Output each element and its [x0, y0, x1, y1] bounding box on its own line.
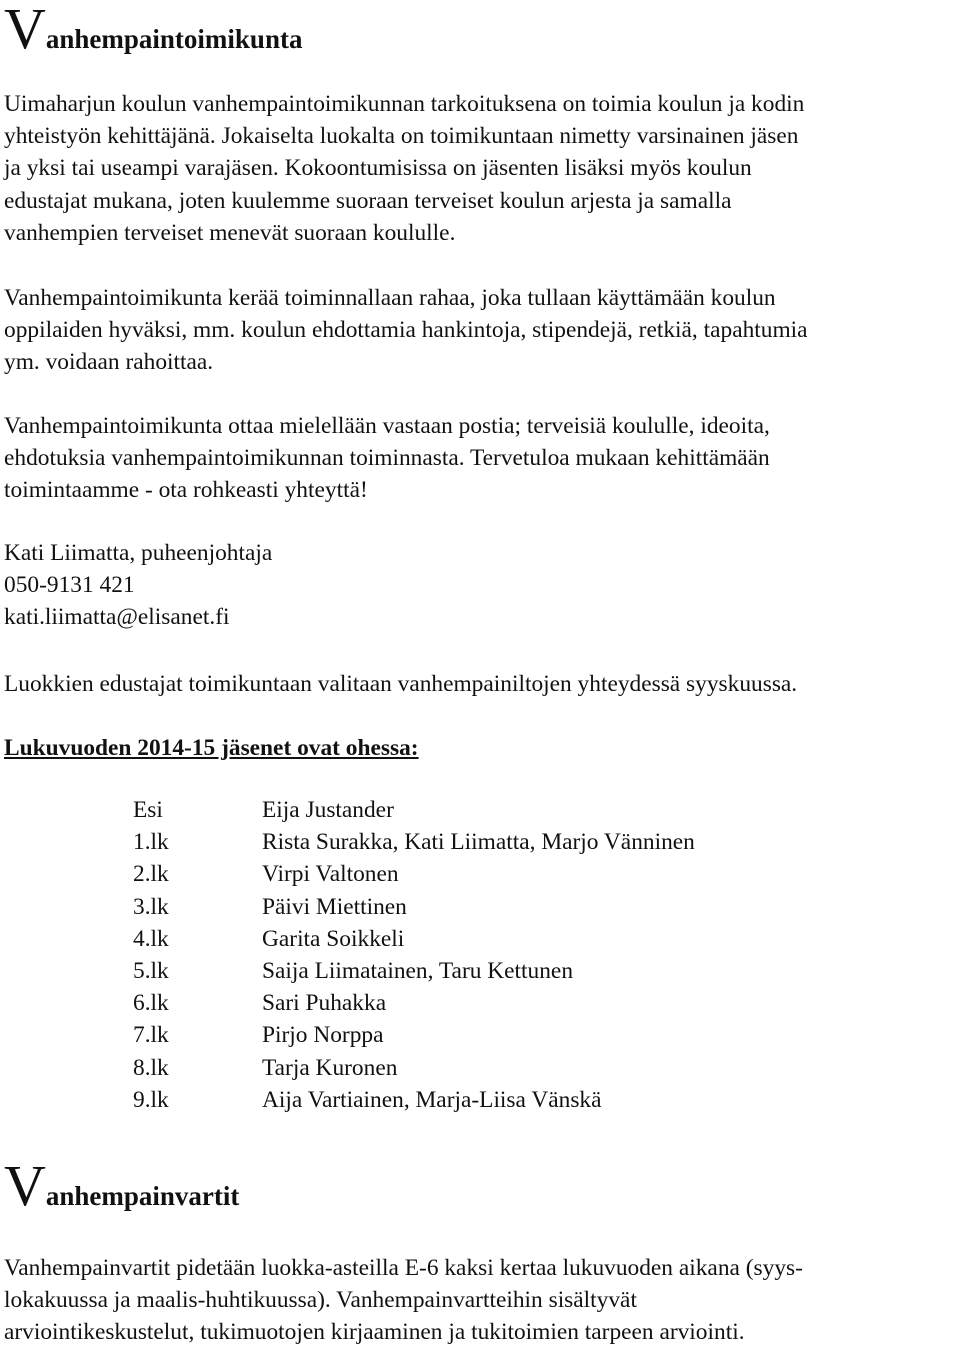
contact-phone: 050-9131 421 — [4, 572, 135, 599]
text-line: vanhempien terveiset menevät suoraan koululle. — [4, 219, 456, 246]
contact-name-role: Kati Liimatta, puheenjohtaja — [4, 540, 273, 566]
member-class: 7.lk — [133, 1022, 169, 1049]
paragraph-feedback — [4, 410, 960, 507]
text-line: edustajat mukana, joten kuulemme suoraan terveiset koulun arjesta ja samalla — [4, 187, 732, 214]
text-line: Vanhempaintoimikunta ottaa mielellään vastaan postia; terveisiä koululle, ideoita, — [4, 413, 770, 439]
member-names: Pirjo Norppa — [262, 1022, 384, 1049]
member-names: Virpi Valtonen — [262, 861, 399, 888]
text-line: ja yksi tai useampi varajäsen. Kokoontumisissa on jäsenten lisäksi myös koulun — [4, 155, 752, 182]
member-names: Eija Justander — [262, 797, 394, 823]
section-heading-vanhempainvartit — [4, 1153, 240, 1218]
member-names: Garita Soikkeli — [262, 925, 405, 952]
member-names: Rista Surakka, Kati Liimatta, Marjo Vänninen — [262, 829, 695, 856]
text-line: arviointikeskustelut, tukimuotojen kirjaaminen ja tukitoimien tarpeen arviointi. — [4, 1319, 745, 1346]
text-line: oppilaiden hyväksi, mm. koulun ehdottamia hankintoja, stipendejä, retkiä, tapahtumia — [4, 317, 808, 344]
contact-block — [4, 537, 272, 634]
member-class: 3.lk — [133, 893, 169, 920]
contact-email: kati.liimatta@elisanet.fi — [4, 604, 230, 631]
section-heading-vanhempaintoimikunta — [4, 0, 303, 61]
heading-text: anhempaintoimikunta — [45, 24, 303, 54]
text-line: Vanhempainvartit pidetään luokka-asteilla E-6 kaksi kertaa lukuvuoden aikana (syys- — [4, 1255, 803, 1281]
table-row — [4, 858, 695, 890]
table-row — [4, 955, 695, 987]
table-row — [4, 923, 695, 955]
text-line: Uimaharjun koulun vanhempaintoimikunnan tarkoituksena on toimia koulun ja kodin — [4, 91, 805, 117]
members-heading: Lukuvuoden 2014-15 jäsenet ovat ohessa: — [4, 735, 419, 761]
member-names: Saija Liimatainen, Taru Kettunen — [262, 958, 574, 985]
paragraph-representatives: Luokkien edustajat toimikuntaan valitaan vanhempainiltojen yhteydessä syyskuussa. — [4, 671, 798, 697]
text-line: ehdotuksia vanhempaintoimikunnan toiminnasta. Tervetuloa mukaan kehittämään — [4, 445, 770, 472]
text-line: ym. voidaan rahoittaa. — [4, 349, 214, 376]
member-class: 1.lk — [133, 829, 169, 856]
member-names: Päivi Miettinen — [262, 893, 407, 920]
table-row — [4, 1084, 695, 1116]
paragraph-parent-meetings — [4, 1252, 960, 1349]
heading-drop-cap: V — [4, 1153, 46, 1218]
paragraph-funding — [4, 282, 960, 379]
text-line: yhteistyön kehittäjänä. Jokaiselta luokalta on toimikuntaan nimetty varsinainen jäsen — [4, 123, 799, 150]
members-table — [4, 794, 695, 1116]
table-row — [4, 987, 695, 1019]
member-class: 5.lk — [133, 958, 169, 985]
table-row — [4, 794, 695, 826]
table-row — [4, 1019, 695, 1051]
text-line: Vanhempaintoimikunta kerää toiminnallaan rahaa, joka tullaan käyttämään koulun — [4, 285, 776, 311]
paragraph-purpose — [4, 88, 960, 249]
text-line: lokakuussa ja maalis-huhtikuussa). Vanhempainvartteihin sisältyvät — [4, 1287, 637, 1314]
member-class: 6.lk — [133, 990, 169, 1017]
heading-drop-cap: V — [4, 0, 46, 61]
table-row — [4, 891, 695, 923]
member-class: Esi — [133, 797, 163, 823]
heading-text: anhempainvartit — [45, 1181, 240, 1211]
table-row — [4, 1052, 695, 1084]
member-class: 8.lk — [133, 1054, 169, 1081]
member-names: Aija Vartiainen, Marja-Liisa Vänskä — [262, 1086, 602, 1113]
member-class: 2.lk — [133, 861, 169, 888]
member-class: 4.lk — [133, 925, 169, 952]
table-row — [4, 826, 695, 858]
text-line: toimintaamme - ota rohkeasti yhteyttä! — [4, 477, 368, 504]
member-names: Sari Puhakka — [262, 990, 387, 1017]
member-class: 9.lk — [133, 1086, 169, 1113]
member-names: Tarja Kuronen — [262, 1054, 398, 1081]
